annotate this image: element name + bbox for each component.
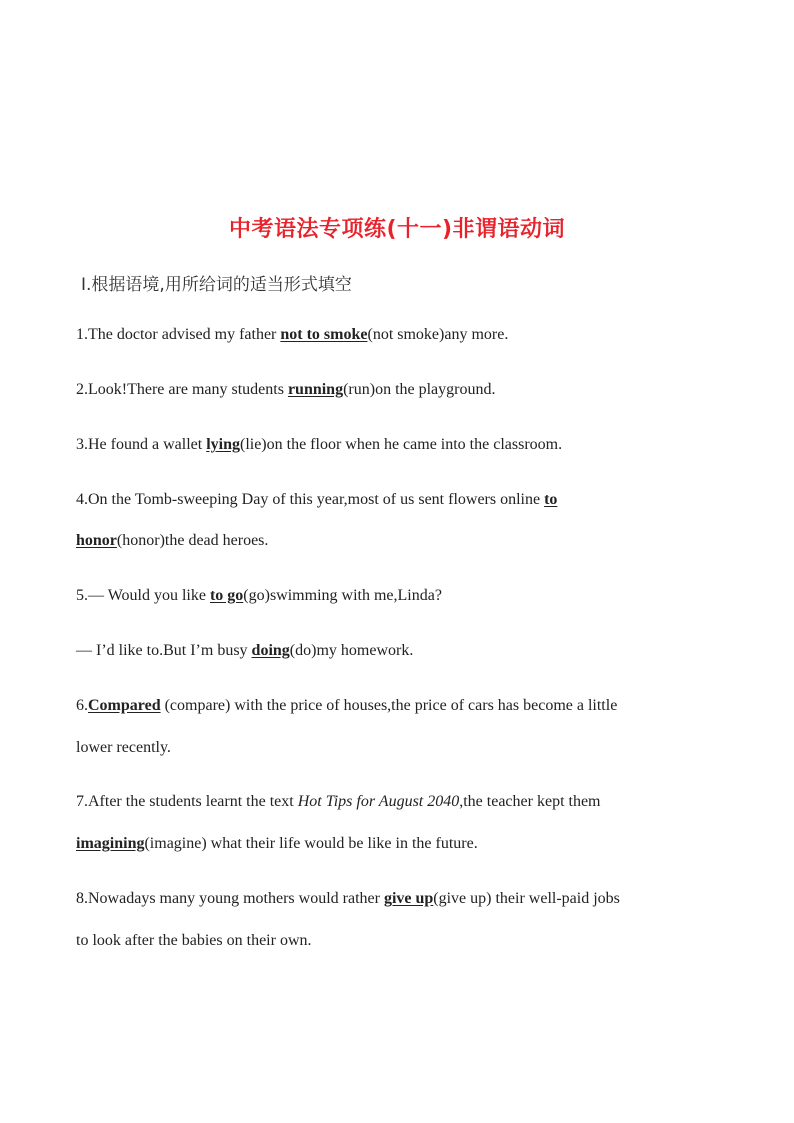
answer: doing [251,642,290,659]
question-7-cont: imagining(imagine) what their life would be like in the future. [76,835,478,852]
question-6: 6.Compared (compare) with the price of houses,the price of cars has become a little [76,697,618,714]
answer: lying [206,436,240,453]
question-7: 7.After the students learnt the text Hot Tips for August 2040,the teacher kept them [76,793,601,810]
question-3: 3.He found a wallet lying(lie)on the floor when he came into the classroom. [76,436,563,453]
answer: to go [209,587,244,604]
section-heading: Ⅰ.根据语境,用所给词的适当形式填空 [81,275,352,295]
answer: running [287,381,344,398]
answer: give up [383,890,434,907]
question-4-cont: honor(honor)the dead heroes. [76,532,269,549]
question-1: 1.The doctor advised my father not to smoke(not smoke)any more. [76,326,509,343]
question-4: 4.On the Tomb-sweeping Day of this year,most of us sent flowers online to [76,491,558,508]
answer: honor [76,532,117,549]
answer: not to smoke [280,326,368,343]
page-title: 中考语法专项练(十一)非谓语动词 [228,217,566,242]
question-5-reply: — I’d like to.But I’m busy doing(do)my homework. [76,642,414,659]
answer: to [544,491,558,508]
answer: imagining [76,835,145,852]
question-8-cont: to look after the babies on their own. [76,932,312,949]
question-5: 5.— Would you like to go(go)swimming with me,Linda? [76,587,442,604]
question-6-cont: lower recently. [76,739,171,756]
answer: Compared [88,697,161,714]
question-2: 2.Look!There are many students running(run)on the playground. [76,381,496,398]
question-8: 8.Nowadays many young mothers would rather give up(give up) their well-paid jobs [76,890,620,907]
